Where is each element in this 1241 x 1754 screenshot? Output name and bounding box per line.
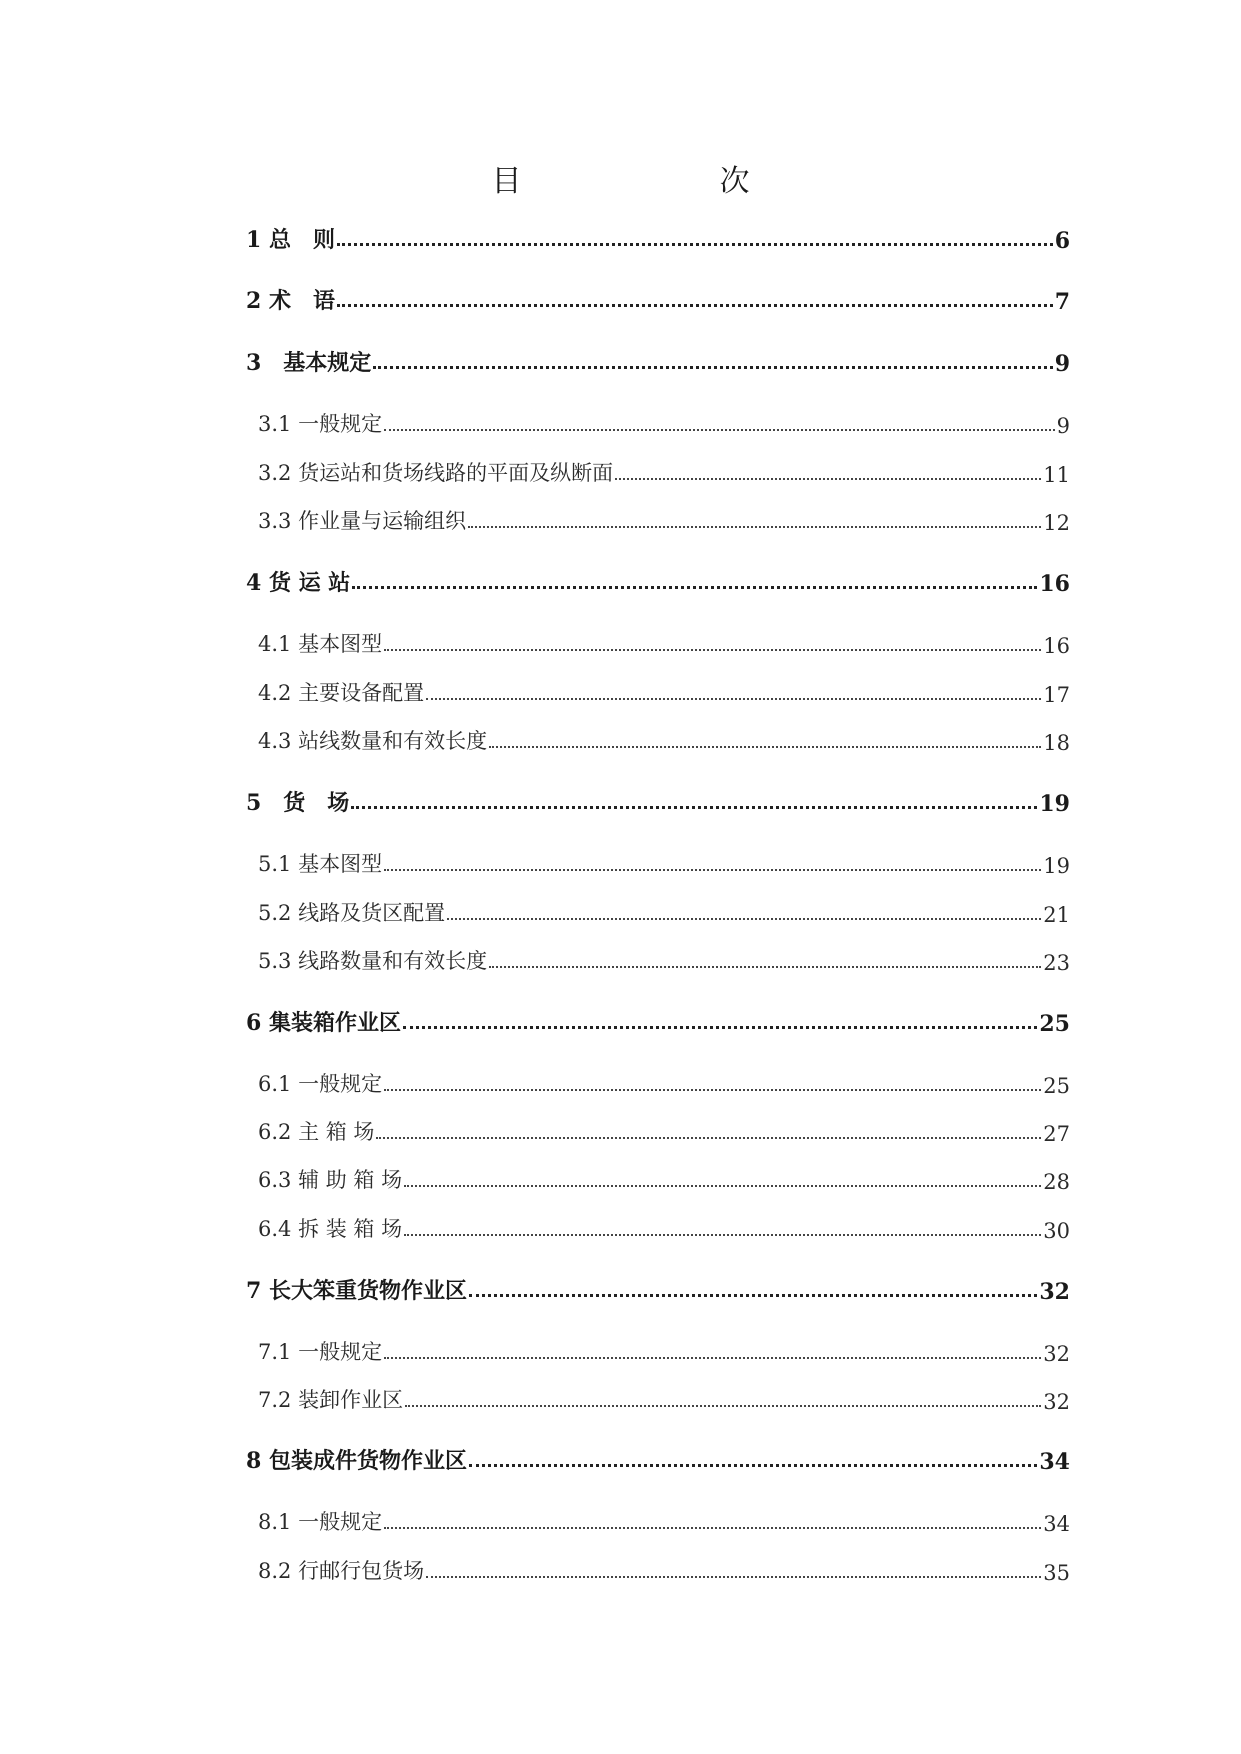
dot-leader <box>337 243 1053 246</box>
toc-entry-label: 3 基本规定 <box>246 350 372 376</box>
toc-entry-3[interactable] <box>246 345 1070 381</box>
toc-entry-page: 34 <box>1039 1449 1070 1475</box>
toc-entry-label: 6.3 辅 助 箱 场 <box>258 1168 403 1192</box>
dot-leader <box>405 1405 1041 1407</box>
toc-entry-label: 5.1 基本图型 <box>258 852 383 876</box>
toc-entry-label: 8.1 一般规定 <box>258 1510 383 1534</box>
toc-entry-7[interactable] <box>246 1273 1070 1309</box>
toc-entry-label: 7 长大笨重货物作业区 <box>246 1278 467 1304</box>
toc-entry-page: 16 <box>1039 571 1070 597</box>
toc-entry-6-2[interactable] <box>258 1114 1070 1150</box>
toc-entry-label: 5 货 场 <box>246 790 350 816</box>
toc-entry-page: 30 <box>1043 1219 1070 1243</box>
toc-entry-5-1[interactable] <box>258 846 1070 882</box>
toc-entry-5-2[interactable] <box>258 895 1070 931</box>
dot-leader <box>384 649 1041 651</box>
toc-entry-6-1[interactable] <box>258 1066 1070 1102</box>
dot-leader <box>426 698 1041 700</box>
dot-leader <box>426 1576 1041 1578</box>
dot-leader <box>376 1137 1041 1139</box>
dot-leader <box>404 1185 1041 1187</box>
toc-entry-2[interactable] <box>246 283 1070 319</box>
toc-entry-6[interactable] <box>246 1005 1070 1041</box>
toc-entry-page: 23 <box>1043 951 1070 975</box>
dot-leader <box>447 918 1041 920</box>
dot-leader <box>337 304 1053 307</box>
toc-entry-label: 1 总 则 <box>246 227 335 253</box>
toc-entry-4-1[interactable] <box>258 626 1070 662</box>
toc-entry-page: 6 <box>1054 228 1070 254</box>
toc-entry-label: 3.1 一般规定 <box>258 412 383 436</box>
dot-leader <box>404 1234 1041 1236</box>
toc-entry-page: 32 <box>1039 1279 1070 1305</box>
toc-entry-label: 3.2 货运站和货场线路的平面及纵断面 <box>258 461 614 485</box>
toc-entry-page: 21 <box>1043 903 1070 927</box>
dot-leader <box>384 1357 1041 1359</box>
dot-leader <box>468 526 1041 528</box>
toc-entry-page: 17 <box>1043 683 1070 707</box>
dot-leader <box>615 478 1041 480</box>
toc-entry-6-4[interactable] <box>258 1211 1070 1247</box>
toc-entry-label: 4.3 站线数量和有效长度 <box>258 729 488 753</box>
toc-entry-page: 9 <box>1056 414 1070 438</box>
toc-entry-page: 7 <box>1054 289 1070 315</box>
toc-entry-7-2[interactable] <box>258 1382 1070 1418</box>
toc-entry-page: 35 <box>1043 1561 1070 1585</box>
toc-entry-page: 18 <box>1043 731 1070 755</box>
page-title: 目 次 <box>491 164 796 199</box>
toc-entry-label: 6.4 拆 装 箱 场 <box>258 1217 403 1241</box>
toc-entry-label: 6.1 一般规定 <box>258 1072 383 1096</box>
toc-entry-page: 19 <box>1043 854 1070 878</box>
toc-entry-page: 11 <box>1043 463 1070 487</box>
toc-entry-label: 6.2 主 箱 场 <box>258 1120 375 1144</box>
toc-entry-label: 4 货 运 站 <box>246 570 351 596</box>
toc-entry-page: 16 <box>1043 634 1070 658</box>
toc-entry-label: 7.1 一般规定 <box>258 1340 383 1364</box>
toc-entry-label: 7.2 装卸作业区 <box>258 1388 404 1412</box>
dot-leader <box>384 429 1055 431</box>
dot-leader <box>384 1089 1041 1091</box>
toc-entry-8[interactable] <box>246 1443 1070 1479</box>
toc-entry-label: 8 包装成件货物作业区 <box>246 1448 467 1474</box>
toc-entry-label: 2 术 语 <box>246 288 335 314</box>
toc-entry-7-1[interactable] <box>258 1334 1070 1370</box>
dot-leader <box>403 1026 1037 1029</box>
toc-entry-page: 9 <box>1054 351 1070 377</box>
toc-entry-label: 8.2 行邮行包货场 <box>258 1559 425 1583</box>
toc-entry-6-3[interactable] <box>258 1162 1070 1198</box>
toc-entry-4-2[interactable] <box>258 675 1070 711</box>
toc-entry-label: 4.1 基本图型 <box>258 632 383 656</box>
toc-entry-3-2[interactable] <box>258 455 1070 491</box>
toc-entry-label: 3.3 作业量与运输组织 <box>258 509 467 533</box>
dot-leader <box>489 966 1041 968</box>
toc-entry-page: 27 <box>1043 1122 1070 1146</box>
dot-leader <box>352 586 1037 589</box>
toc-entry-page: 19 <box>1039 791 1070 817</box>
toc-entry-1[interactable] <box>246 222 1070 258</box>
toc-entry-5[interactable] <box>246 785 1070 821</box>
toc-entry-4[interactable] <box>246 565 1070 601</box>
toc-entry-page: 32 <box>1043 1342 1070 1366</box>
toc-entry-page: 25 <box>1043 1074 1070 1098</box>
toc-entry-8-2[interactable] <box>258 1553 1070 1589</box>
dot-leader <box>384 1527 1041 1529</box>
toc-entry-label: 4.2 主要设备配置 <box>258 681 425 705</box>
toc-entry-4-3[interactable] <box>258 723 1070 759</box>
toc-entry-label: 5.3 线路数量和有效长度 <box>258 949 488 973</box>
toc-entry-8-1[interactable] <box>258 1504 1070 1540</box>
toc-entry-page: 12 <box>1043 511 1070 535</box>
toc-entry-page: 34 <box>1043 1512 1070 1536</box>
dot-leader <box>469 1464 1037 1467</box>
toc-entry-page: 25 <box>1039 1011 1070 1037</box>
dot-leader <box>351 806 1037 809</box>
toc-entry-5-3[interactable] <box>258 943 1070 979</box>
toc-entry-3-3[interactable] <box>258 503 1070 539</box>
toc-entry-page: 28 <box>1043 1170 1070 1194</box>
toc-entry-page: 32 <box>1043 1390 1070 1414</box>
toc-entry-3-1[interactable] <box>258 406 1070 442</box>
dot-leader <box>489 746 1041 748</box>
dot-leader <box>469 1294 1037 1297</box>
dot-leader <box>373 366 1052 369</box>
toc-entry-label: 5.2 线路及货区配置 <box>258 901 446 925</box>
dot-leader <box>384 869 1041 871</box>
toc-entry-label: 6 集装箱作业区 <box>246 1010 401 1036</box>
